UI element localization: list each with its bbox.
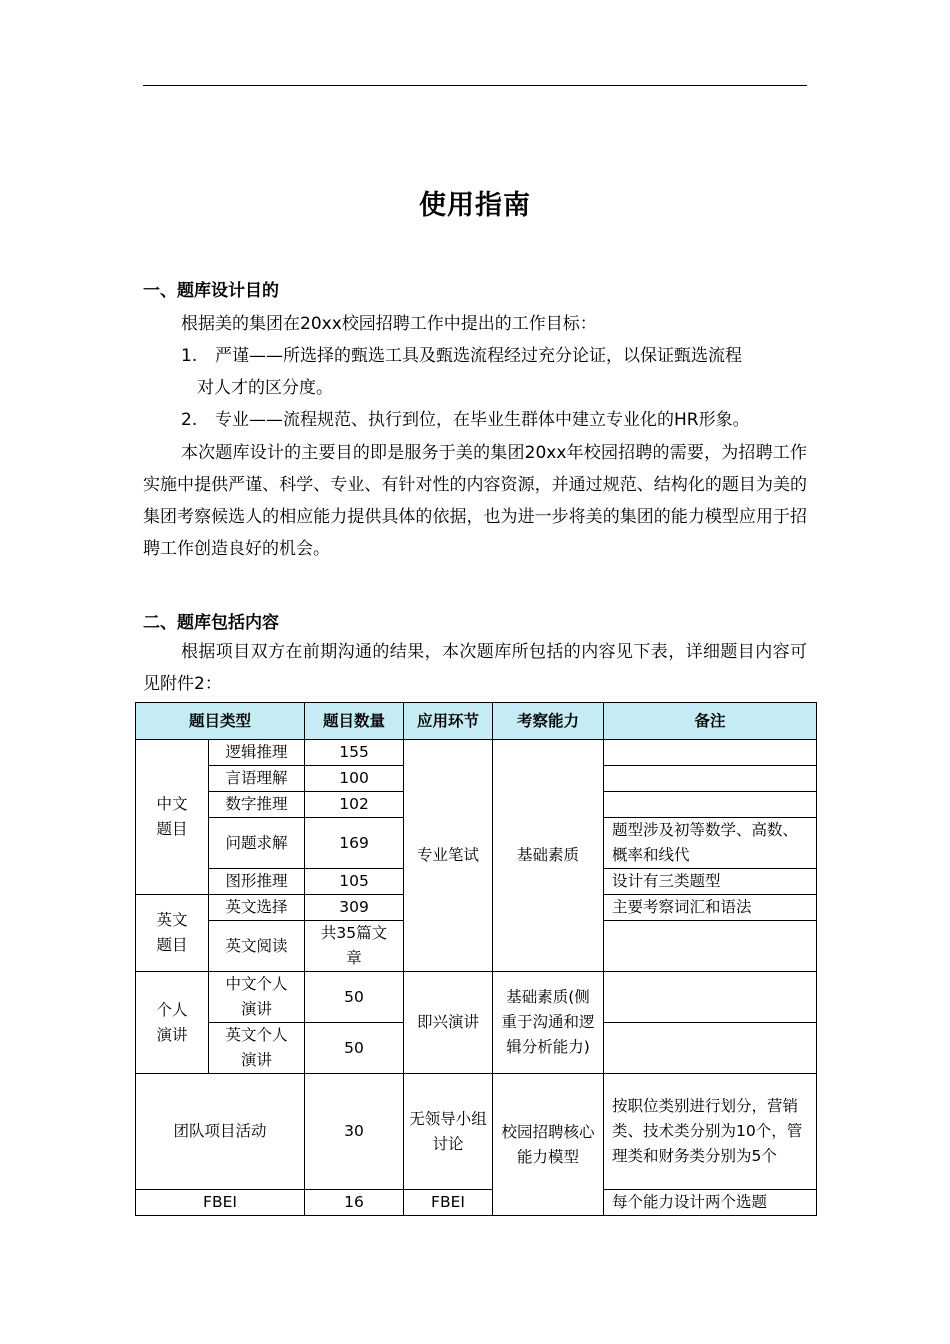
table-row: [136, 740, 817, 766]
list-text: 严谨——所选择的甄选工具及甄选流程经过充分论证，以保证甄选流程: [215, 346, 742, 366]
cell-count: 50: [305, 972, 404, 1023]
cell-count: 共35篇文章: [305, 921, 404, 972]
cell-type: 数字推理: [209, 792, 305, 818]
cell-note: 按职位类别进行划分，营销类、技术类分别为10个，管理类和财务类分别为5个: [604, 1074, 817, 1190]
cell-ability-speech: 基础素质(侧重于沟通和逻辑分析能力): [493, 972, 604, 1074]
cell-count: 100: [305, 766, 404, 792]
cell-note: [604, 766, 817, 792]
cell-count: 169: [305, 818, 404, 869]
cell-note: [604, 792, 817, 818]
list-item-1: [181, 340, 807, 404]
question-bank-table: [135, 702, 817, 1216]
cell-note: [604, 1023, 817, 1074]
header-note: 备注: [604, 703, 817, 740]
cell-type: 问题求解: [209, 818, 305, 869]
cell-stage: 无领导小组讨论: [404, 1074, 493, 1190]
group-fbei: FBEI: [136, 1190, 305, 1216]
cell-note: [604, 972, 817, 1023]
section2-heading: 二、题库包括内容: [143, 613, 279, 633]
cell-note: [604, 921, 817, 972]
header-ability: 考察能力: [493, 703, 604, 740]
cell-type: 中文个人演讲: [209, 972, 305, 1023]
table-row: [136, 972, 817, 1023]
cell-count: 30: [305, 1074, 404, 1190]
cell-ability-basic: 基础素质: [493, 740, 604, 972]
cell-count: 16: [305, 1190, 404, 1216]
header-type: 题目类型: [136, 703, 305, 740]
group-speech: 个人演讲: [136, 972, 209, 1074]
cell-count: 50: [305, 1023, 404, 1074]
header-count: 题目数量: [305, 703, 404, 740]
list-text: 专业——流程规范、执行到位，在毕业生群体中建立专业化的HR形象。: [215, 410, 750, 430]
section1-paragraph: 本次题库设计的主要目的即是服务于美的集团20xx年校园招聘的需要，为招聘工作实施中提供严谨、科学、专业、有针对性的内容资源，并通过规范、结构化的题目为美的集团考察候选人的相应能力提供具体的依据，也为进一步将美的集团的能力模型应用于招聘工作创造良好的机会。: [143, 443, 807, 559]
cell-type: 逻辑推理: [209, 740, 305, 766]
list-text-continued: 对人才的区分度。: [197, 378, 333, 398]
list-item-2: [181, 404, 807, 436]
cell-note: 题型涉及初等数学、高数、概率和线代: [604, 818, 817, 869]
cell-note: [604, 740, 817, 766]
cell-note: 设计有三类题型: [604, 869, 817, 895]
section1-heading: 一、题库设计目的: [143, 281, 279, 301]
cell-count: 102: [305, 792, 404, 818]
table-row: [136, 1074, 817, 1190]
cell-type: 英文阅读: [209, 921, 305, 972]
cell-type: 英文个人演讲: [209, 1023, 305, 1074]
cell-type: 英文选择: [209, 895, 305, 921]
cell-type: 图形推理: [209, 869, 305, 895]
cell-count: 155: [305, 740, 404, 766]
group-english: 英文题目: [136, 895, 209, 972]
page-title: 使用指南: [419, 190, 531, 221]
cell-ability-core: 校园招聘核心能力模型: [493, 1074, 604, 1216]
header-stage: 应用环节: [404, 703, 493, 740]
cell-note: 每个能力设计两个选题: [604, 1190, 817, 1216]
cell-type: 言语理解: [209, 766, 305, 792]
header-rule: [143, 85, 807, 86]
list-number: 2.: [181, 410, 198, 430]
group-chinese: 中文题目: [136, 740, 209, 895]
table-row: [136, 1190, 817, 1216]
section1-intro: 根据美的集团在20xx校园招聘工作中提出的工作目标：: [181, 314, 597, 334]
group-team: 团队项目活动: [136, 1074, 305, 1190]
cell-stage: FBEI: [404, 1190, 493, 1216]
cell-count: 105: [305, 869, 404, 895]
section2-paragraph: 根据项目双方在前期沟通的结果，本次题库所包括的内容见下表，详细题目内容可见附件2：: [143, 642, 807, 694]
cell-note: 主要考察词汇和语法: [604, 895, 817, 921]
cell-stage-speech: 即兴演讲: [404, 972, 493, 1074]
cell-count: 309: [305, 895, 404, 921]
table-header-row: [136, 703, 817, 740]
list-number: 1.: [181, 346, 198, 366]
cell-stage-written: 专业笔试: [404, 740, 493, 972]
